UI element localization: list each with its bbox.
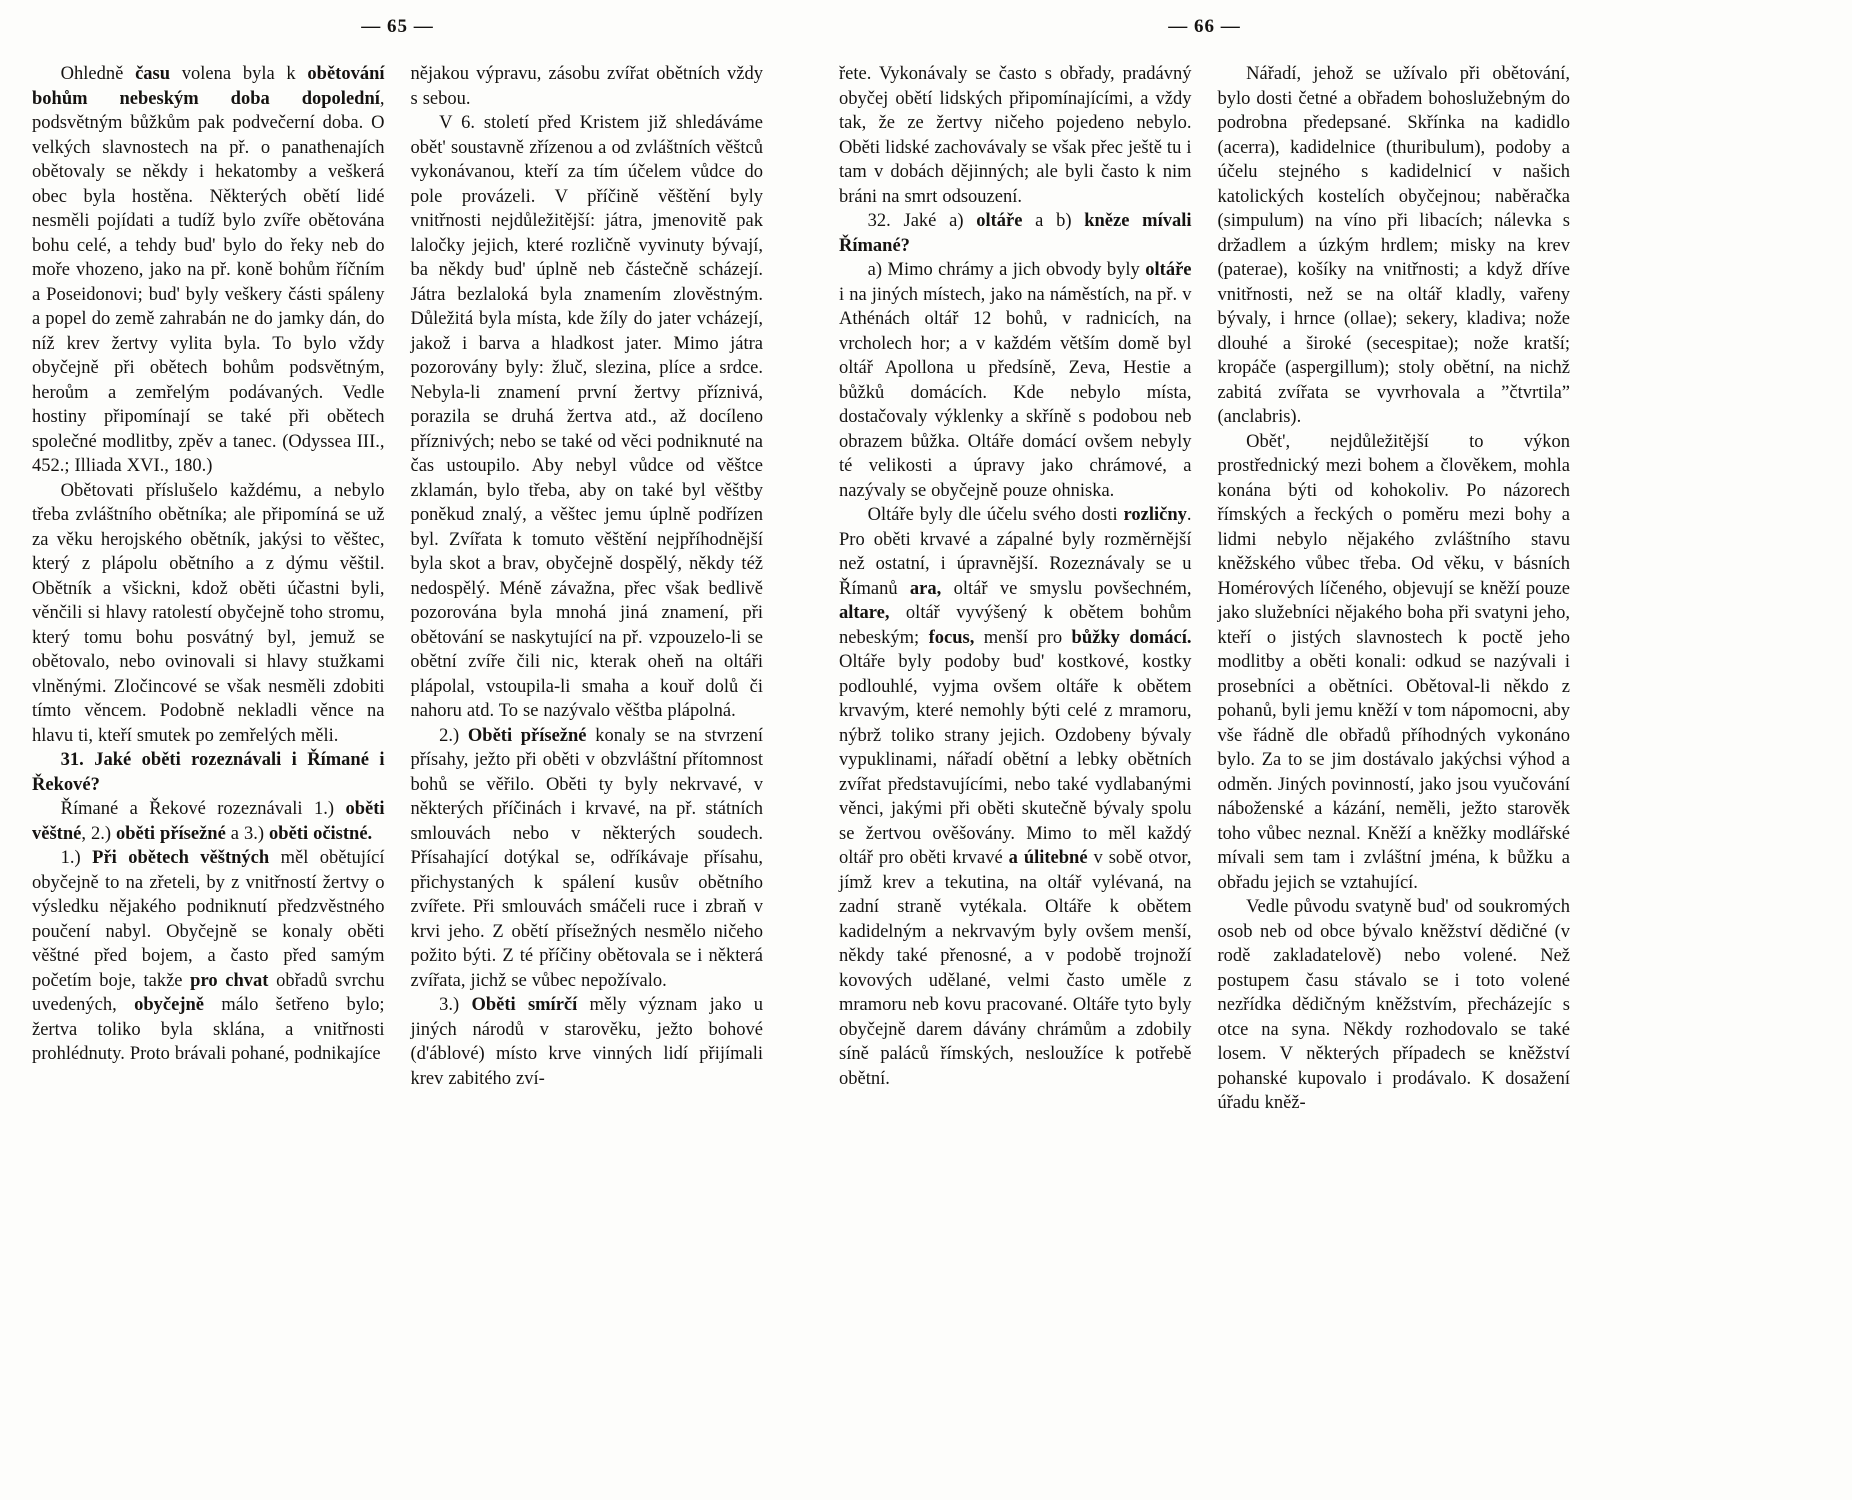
text-run: a 3.) [225,823,270,844]
paragraph [839,62,1192,209]
emphasized-text: času [135,64,171,84]
paragraph [1218,62,1571,430]
text-run: Obětovati příslušelo každému, a nebylo třeba zvláštního obětníka; ale připomíná se už za věku herojského obětník, jakýsi to věštec, který z plápolu obětního a z dýmu věštil. Obětník a všickni, kdož oběti účastni byli, věnčili si hlavy ratolestí obyčejně toho stromu, který tomu bohu posvátný byl, jemuž se obětovalo, nebo ovinovali si hlavy stužkami vlněnými. Zločincové se však nesměli zdobiti tímto věncem. Podobně nekladli věnce na hlavu ti, kteří smutek po zemřelých měli. [32,480,385,746]
page-number-66: — 66 — [1168,16,1241,37]
emphasized-text: oltáře [976,211,1023,231]
emphasized-text: oběti věštné [32,799,385,844]
text-run: nějakou výpravu, zásobu zvířat obětních vždy s sebou. [410,64,763,109]
emphasized-text: ara, [909,578,942,599]
text-run: měl obětující obyčejně to na zřeteli, by z vnitřností žertvy o výsledku nějakého podniknutí předzvěstného poučení nabyl. Obyčejně se konaly oběti věštné před bojem, a často před samým početím boje, takže [32,848,385,991]
paragraph [411,724,764,994]
page-66-column-1 [839,62,1192,1116]
emphasized-text: rozličny [1123,505,1187,525]
paragraph [411,62,764,111]
paragraph [32,748,385,797]
text-run: 2.) [439,725,468,746]
paragraph [32,797,385,846]
text-run: Oltáře byly dle účelu svého dosti [867,505,1124,525]
text-run: oltář ve smyslu povšechném, [941,578,1192,599]
text-run: Ohledně [60,64,136,84]
page-65-columns [32,62,763,1091]
paragraph [411,993,764,1091]
emphasized-text: pro chvat [190,970,269,991]
paragraph [411,111,764,724]
page-65-column-2 [411,62,764,1091]
emphasized-text: oltáře [1145,260,1192,280]
paragraph [32,479,385,749]
text-run: 32. Jaké a) [867,211,977,231]
page-66 [839,16,1570,1482]
text-run: obřadů svrchu uvedených, [32,970,385,1015]
paragraph [839,209,1192,258]
emphasized-text: Oběti přísežné [467,725,587,746]
paragraph [839,258,1192,503]
page-66-column-2 [1218,62,1571,1116]
text-run: Obět', nejdůležitější to výkon prostřednický mezi bohem a člověkem, mohla konána býti od kohokoliv. Po názorech římských a řeckých o poměru mezi bohy a lidmi nebylo nějakého zvláštního stavu kněžského vůbec třeba. Od věku, v básních Homérových líčeného, objevují se kněží pouze jako služebníci nějakého boha při svatyni jeho, kteří o jistých slavnostech k poctě jeho modlitby a oběti konali: odkud se nazývali i prosebníci a obětníci. Obětoval-li někdo z pohanů, byli jemu kněží v tom nápomocni, aby vše řádně dle obřadů příhodných vykonáno bylo. Za to se jim dostávalo jakýchsi výhod a odměn. Jiných povinností, jako jsou vyučování náboženské a kázání, neměli, ježto starověk toho vůbec neznal. Kněží a kněžky modlářské mívali sem tam i zvláštní jména, k bůžku a obřadu jejich se vztahující. [1217,431,1570,893]
text-run: V 6. století před Kristem již shledáváme obět' soustavně zřízenou a od zvláštních věštců vykonávanou, kteří za tím účelem vůdce do pole provázeli. V příčině věštění byly vnitřnosti nejdůležitější: játra, jmenovitě pak laločky jejich, které rozličně vyvinuty bývají, ba někdy bud' úplně neb částečně scházejí. Játra bezlaloká byla znamením zlověstným. Důležitá byla místa, kde žíly do jater vcházejí, jakož i barva a hladkost jater. Mimo játra pozorovány byly: žluč, slezina, plíce a srdce. Nebyla-li znamení první žertvy příznivá, porazila se druhá žertva atd., až docíleno příznivých; nebo se také od věci podniknuté na čas ustoupilo. Aby nebyl vůdce od věštce zklamán, bylo třeba, aby on také byl věštby poněkud znalý, a věštec jemu úplně podřízen byl. Zvířata k tomuto věštění nejpříhodnější byla skot a brav, obyčejně dospělý, někdy též nedospělý. Méně závažna, přec však bedlivě pozorována byla mnohá jiná znamení, při obětování se naskytující na př. vzpouzelo-li se obětní zvíře čili nic, kterak oheň na oltáři plápolal, vstoupila-li smaha a kouř dolů či nahoru atd. To se nazývalo věštba plápolná. [410,113,763,721]
text-run: Vedle původu svatyně bud' od soukromých osob neb od obce bývalo kněžství dědičné (v rodě zakladatelově) nebo volené. Než postupem času stávalo se i toto volené nezřídka dědičným kněžstvím, přecházejíc s otce na syna. Někdy rozhodovalo se také losem. V některých případech se kněžství pohanské kupovalo i prodávalo. K dosažení úřadu kněž- [1217,897,1570,1113]
page-number-65: — 65 — [361,16,434,37]
text-run: volena byla k [170,64,308,84]
page-66-columns [839,62,1570,1116]
paragraph [839,503,1192,1091]
paragraph [32,846,385,1067]
text-run: . Pro oběti krvavé a zápalné byly rozměrnější než ostatní, i úpravnější. Rozeznávaly se u Římanů [839,505,1192,599]
emphasized-text: oběti očistné. [269,823,373,844]
text-run: Oltáře byly podoby bud' kostkové, kostky podlouhlé, vyjma ovšem oltáře k obětem krvavým, které nemohly býti celé z mramoru, nýbrž toliko strany jejich. Ozdobeny bývaly vypuklinami, nářadí obětní a lebky obětních zvířat představujícími, nebo také vydlabanými věnci, jakými při oběti skutečně bývaly spolu se žertvou ověšovány. Mimo to měl každý oltář pro oběti krvavé [839,652,1192,868]
emphasized-text: kněze mívali Římané? [839,211,1192,256]
page-65-column-1 [32,62,385,1091]
emphasized-text: obětování bohům nebeským doba dopolední [32,64,385,109]
text-run: v sobě otvor, jímž krev a tekutina, na oltář vylévaná, na zadní straně vytékala. Oltáře k obětem kadidelným a nekrvavým byly ovšem menší, někdy také přenosné, a v podobě trojnoží kovových udělané, velmi často uměle z mramoru neb kovu pracované. Oltáře tyto byly obyčejně darem dávány chrámům a zdobily síně paláců římských, nesloužíce k potřebě obětní. [839,848,1192,1089]
emphasized-text: focus, [928,627,975,648]
emphasized-text: altare, [839,603,890,623]
emphasized-text: Při obětech věštných [92,848,270,868]
text-run: Římané a Řekové rozeznávali 1.) [60,799,346,819]
paragraph [1218,430,1571,896]
text-run: měly význam jako u jiných národů v starověku, ježto bohové (d'áblové) místo krve vinných lidí přijímali krev zabitého zví- [410,995,764,1089]
emphasized-text: oběti přísežné [115,823,226,844]
text-run: a) Mimo chrámy a jich obvody byly [867,260,1146,280]
text-run: Nářadí, jehož se užívalo při obětování, bylo dosti četné a obřadem bohoslužebným do podrobna předepsané. Skřínka na kadidlo (acerra), kadidelnice (thuribulum), podoby a účelu stejného s kadidelnicí v našich katolických kostelích obyčejnou; naběračka (simpulum) na víno při libacích; nálevka s držadlem a úzkým hrdlem; misky na krev (paterae), košíky na vnitřnosti; a když dříve vnitřnosti, než se na oltář kladly, vařeny bývaly, i hrnce (ollae); sekery, kladiva; nože dlouhé a široké (secespitae); nože kratší; kropáče (aspergillum); stoly obětní, na nichž zabitá zvířata se vyvrhovala a ”čtvrtila” (anclabris). [1217,64,1570,427]
paragraph [1218,895,1571,1116]
text-run: , podsvětným bůžkům pak podvečerní doba. O velkých slavnostech na př. o panathenajích obětovaly se někdy i hekatomby a veškerá obec byla hostěna. Některých obětí lidé nesměli pojídati a tudíž bylo zvíře obětována bohu celé, a tehdy bud' bylo do řeky neb do moře vhozeno, jako na př. koně bohům říčním a Poseidonovi; bud' byly veškery části spáleny a popel do země zahrabán ne do jamky dán, do níž krev žertvy vylita byla. To bylo vždy obyčejně při obětech bohům podsvětným, heroům a zemřelým podávaných. Vedle hostiny připomínají se také při obětech společné modlitby, zpěv a tanec. (Odyssea III., 452.; Illiada XVI., 180.) [32,88,385,476]
emphasized-text: bůžky domácí. [1071,627,1192,648]
page-65 [32,16,763,1482]
text-run: a b) [1022,211,1085,231]
emphasized-text: 31. Jaké oběti rozeznávali i Římané i Řekové? [32,750,385,795]
text-run: málo šetřeno bylo; žertva toliko byla sklána, a vnitřnosti prohlédnuty. Proto brávali pohané, podnikajíce [32,995,385,1064]
emphasized-text: a úlitebné [1008,848,1088,868]
emphasized-text: obyčejně [134,995,204,1015]
text-run: řete. Vykonávaly se často s obřady, pradávný obyčej obětí lidských připomínajícími, a vždy tak, že ze žertvy ničeho pojedeno nebylo. Oběti lidské zachovávaly se však přec ještě tu i tam v dobách dějinných; ale byli často k nim bráni na smrt odsouzení. [839,64,1192,207]
text-run: i na jiných místech, jako na náměstích, na př. v Athénách oltář 12 bohů, v radnicích, na vrcholech hor; a v každém větším domě byl oltář Apollona u předsíně, Zeva, Hestie a bůžků domácích. Kde nebylo místa, dostačovaly výklenky a skříně s podobou neb obrazem bůžka. Oltáře domácí ovšem nebyly té velikosti a úpravy jako chrámové, a nazývaly se obyčejně pouze ohniska. [839,284,1192,501]
text-run: konaly se na stvrzení přísahy, ježto při oběti v obzvláštní přítomnost bohů se věřilo. Oběti ty byly nekrvavé, v některých příčinách i krvavé, na př. státních smlouvách nebo v některých soudech. Přísahající dotýkal se, odříkávaje přísahu, přichystaných k spálení kusův obětního zvířete. Při smlouvách smáčeli ruce i zbraň v krvi jeho. Z obětí přísežných nesmělo ničeho požito býti. Z té příčiny obětovala se i některá zvířata, jichž se vůbec nepožívalo. [410,725,764,991]
text-run: 3.) [439,995,472,1015]
emphasized-text: Oběti smírčí [471,995,578,1015]
text-run: , 2.) [81,823,116,844]
text-run: 1.) [60,848,93,868]
text-run: oltář vyvýšený k obětem bohům nebeským; [839,603,1192,648]
text-run: menší pro [974,627,1072,648]
paragraph [32,62,385,479]
